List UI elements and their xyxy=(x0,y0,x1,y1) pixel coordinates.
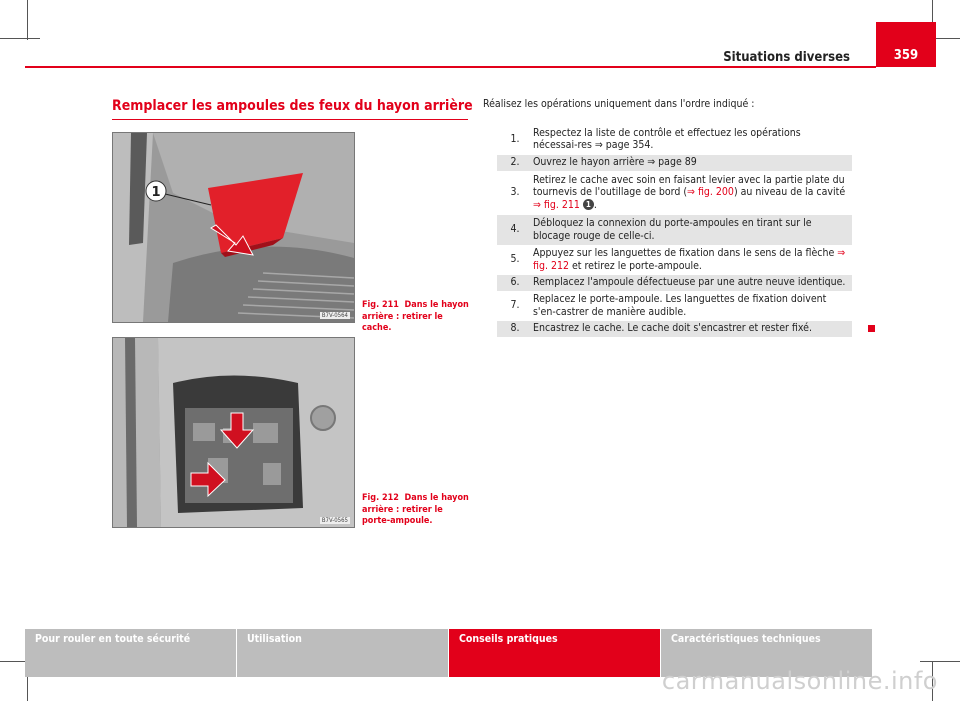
step-number: 2. xyxy=(510,156,520,169)
step-text: Replacez le porte-ampoule. Les languettes de fixation doivent s'en-castrer de manière audible. xyxy=(533,293,827,318)
step-text-part: Retirez le cache avec soin en faisant levier avec la partie plate du tournevis de l'outillage de bord ( xyxy=(533,173,845,199)
cross-reference-link[interactable]: ⇒ fig. 211 xyxy=(533,198,580,211)
section-rule xyxy=(112,119,468,120)
step-item xyxy=(497,321,852,337)
step-text: Encastrez le cache. Le cache doit s'encastrer et rester fixé. xyxy=(533,322,812,335)
figure-212-image xyxy=(112,337,355,528)
running-header: Situations diverses xyxy=(723,50,850,65)
figure-211-image xyxy=(112,132,355,323)
instructions-intro: Réalisez les opérations uniquement dans l'ordre indiqué : xyxy=(483,98,755,110)
step-item xyxy=(497,171,852,215)
caption-label: Fig. 212 xyxy=(362,493,399,503)
step-text-part: et retirez le porte-ampoule. xyxy=(568,259,702,272)
watermark: carmanualsonline.info xyxy=(661,667,938,695)
crop-mark xyxy=(27,0,28,40)
step-text: Débloquez la connexion du porte-ampoules en tirant sur le blocage rouge de celle-ci. xyxy=(533,217,812,242)
figure-212-caption xyxy=(362,493,470,528)
footer-tab-operation[interactable]: Utilisation xyxy=(237,629,448,677)
step-text-part: Appuyez sur les languettes de fixation dans le sens de la flèche xyxy=(533,247,835,259)
step-text xyxy=(533,247,852,272)
callout-badge: 1 xyxy=(583,199,594,210)
step-number: 1. xyxy=(510,132,520,145)
caption-text: Dans le hayon arrière : retirer le cache. xyxy=(362,300,469,333)
cross-reference-link[interactable]: ⇒ fig. 200 xyxy=(687,186,734,199)
step-number: 7. xyxy=(510,299,520,312)
step-text xyxy=(533,174,852,212)
step-item xyxy=(497,215,852,245)
figure-code: B7V-0564 xyxy=(321,312,348,319)
cross-reference-link[interactable]: ⇒ fig. 212 xyxy=(533,247,846,272)
caption-text: Dans le hayon arrière : retirer le porte-ampoule. xyxy=(362,493,469,526)
step-number: 6. xyxy=(510,276,520,289)
crop-mark xyxy=(920,661,960,662)
crop-mark xyxy=(0,38,40,39)
figure-211-caption xyxy=(362,300,470,335)
step-text: Respectez la liste de contrôle et effectuez les opérations nécessai-res ⇒ page 354. xyxy=(533,126,801,151)
figure-code: B7V-0565 xyxy=(321,517,348,524)
step-text-part: . xyxy=(593,198,597,211)
step-item xyxy=(497,155,852,171)
section-title: Remplacer les ampoules des feux du hayon arrière xyxy=(112,98,473,114)
step-number: 8. xyxy=(510,322,520,335)
section-end-marker xyxy=(868,325,875,332)
step-item xyxy=(497,291,852,321)
step-item xyxy=(497,124,852,155)
step-text: Remplacez l'ampoule défectueuse par une autre neuve identique. xyxy=(533,276,846,289)
step-number: 3. xyxy=(510,186,520,199)
step-list xyxy=(497,124,852,337)
caption-label: Fig. 211 xyxy=(362,300,399,310)
footer-tab-practical-tips[interactable]: Conseils pratiques xyxy=(449,629,660,677)
step-number: 5. xyxy=(510,253,520,266)
footer-tab-technical-data[interactable]: Caractéristiques techniques xyxy=(661,629,872,677)
footer-tab-safety[interactable]: Pour rouler en toute sécurité xyxy=(25,629,236,677)
step-item xyxy=(497,245,852,275)
step-item xyxy=(497,275,852,291)
page-number: 359 xyxy=(876,22,936,67)
step-text-part: ) au niveau de la cavité xyxy=(733,186,846,199)
step-number: 4. xyxy=(510,223,520,236)
figure-callout-1: 1 xyxy=(151,185,161,200)
header-rule xyxy=(25,66,876,68)
step-text: Ouvrez le hayon arrière ⇒ page 89 xyxy=(533,156,697,169)
